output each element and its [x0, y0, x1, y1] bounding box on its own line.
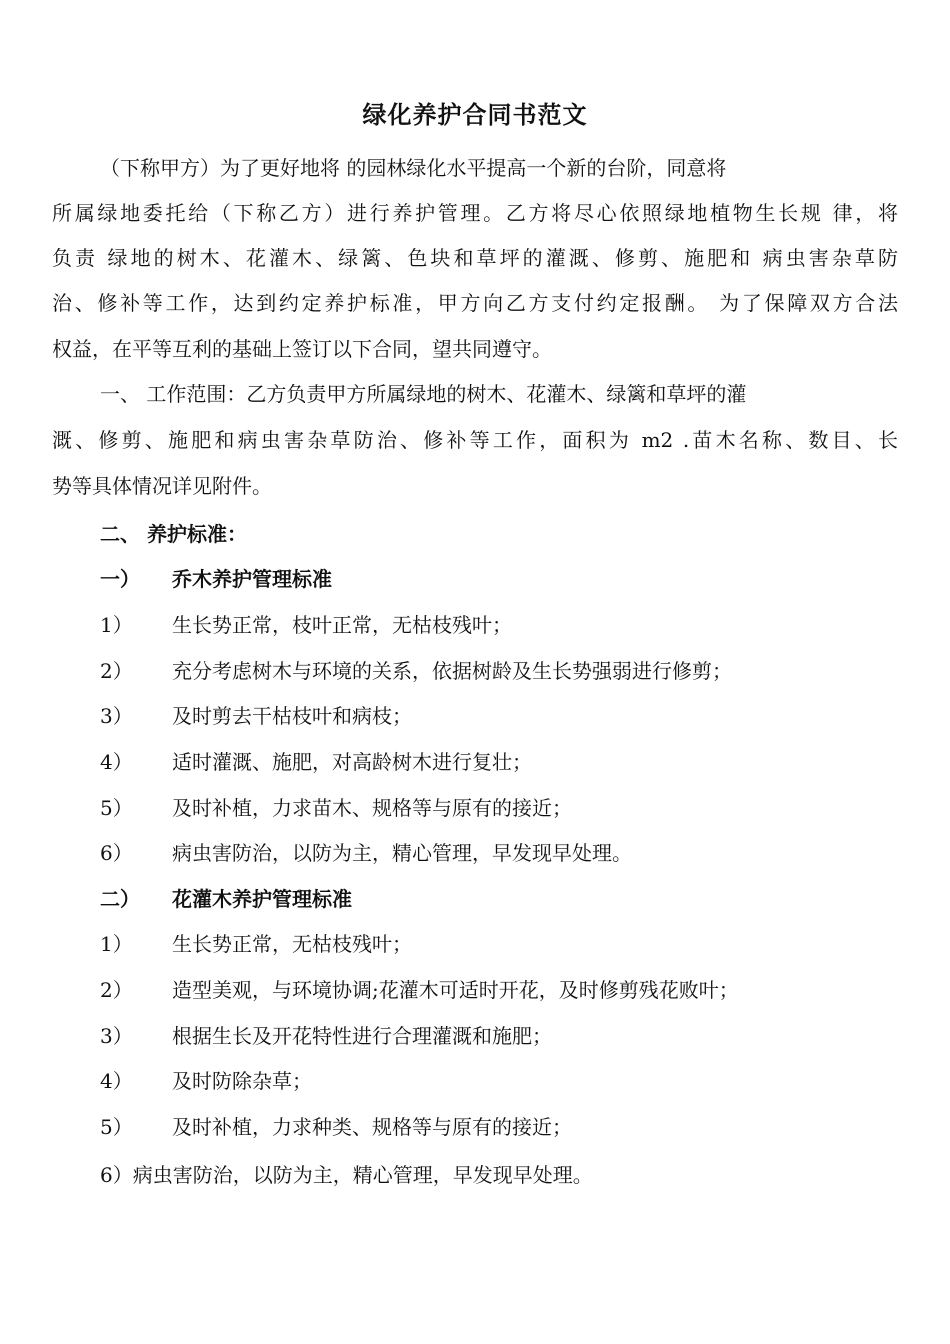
list-item-number: 3）	[100, 1024, 133, 1048]
list-item: 造型美观，与环境协调;花灌木可适时开花，及时修剪残花败叶；	[172, 978, 739, 1002]
intro-line: 所属绿地委托给（下称乙方）进行养护管理。乙方将尽心依照绿地植物生长规 律，将	[52, 201, 898, 225]
list-item-number: 3）	[100, 704, 133, 728]
list-item-number: 5）	[100, 1115, 133, 1139]
list-item-number: 4）	[100, 750, 133, 774]
sub2-heading: 花灌木养护管理标准	[172, 887, 352, 911]
document-title: 绿化养护合同书范文	[362, 100, 588, 129]
list-item-number: 1）	[100, 932, 133, 956]
list-item-number: 2）	[100, 978, 133, 1002]
section1-line: 溉、修剪、施肥和病虫害杂草防治、修补等工作，面积为 m2 .苗木名称、数目、长	[52, 428, 898, 452]
list-item: 6）病虫害防治，以防为主，精心管理，早发现早处理。	[100, 1163, 593, 1187]
sub2-marker: 二）	[100, 887, 140, 911]
list-item: 生长势正常，无枯枝残叶；	[172, 932, 412, 956]
intro-line: （下称甲方）为了更好地将 的园林绿化水平提高一个新的台阶，同意将	[100, 156, 727, 180]
list-item: 生长势正常，枝叶正常，无枯枝残叶；	[172, 613, 512, 637]
section2-heading: 二、 养护标准：	[100, 522, 247, 546]
list-item: 及时补植，力求种类、规格等与原有的接近；	[172, 1115, 572, 1139]
list-item-number: 5）	[100, 796, 133, 820]
intro-line: 权益，在平等互利的基础上签订以下合同，望共同遵守。	[52, 337, 552, 361]
list-item: 根据生长及开花特性进行合理灌溉和施肥；	[172, 1024, 552, 1048]
list-item: 及时剪去干枯枝叶和病枝；	[172, 704, 412, 728]
list-item: 及时补植，力求苗木、规格等与原有的接近；	[172, 796, 572, 820]
section1-line: 一、 工作范围：乙方负责甲方所属绿地的树木、花灌木、绿篱和草坪的灌	[100, 382, 747, 406]
list-item: 适时灌溉、施肥，对高龄树木进行复壮；	[172, 750, 532, 774]
list-item-number: 1）	[100, 613, 133, 637]
list-item: 及时防除杂草；	[172, 1069, 312, 1093]
list-item-number: 2）	[100, 659, 133, 683]
list-item: 充分考虑树木与环境的关系，依据树龄及生长势强弱进行修剪；	[172, 659, 732, 683]
sub1-heading: 乔木养护管理标准	[172, 567, 332, 591]
list-item-number: 6）	[100, 841, 133, 865]
section1-line: 势等具体情况详见附件。	[52, 474, 272, 498]
list-item: 病虫害防治，以防为主，精心管理，早发现早处理。	[172, 841, 632, 865]
list-item-number: 4）	[100, 1069, 133, 1093]
intro-line: 治、修补等工作，达到约定养护标准，甲方向乙方支付约定报酬。 为了保障双方合法	[52, 291, 898, 315]
sub1-marker: 一）	[100, 567, 140, 591]
intro-line: 负责 绿地的树木、花灌木、绿篱、色块和草坪的灌溉、修剪、施肥和 病虫害杂草防	[52, 246, 898, 270]
